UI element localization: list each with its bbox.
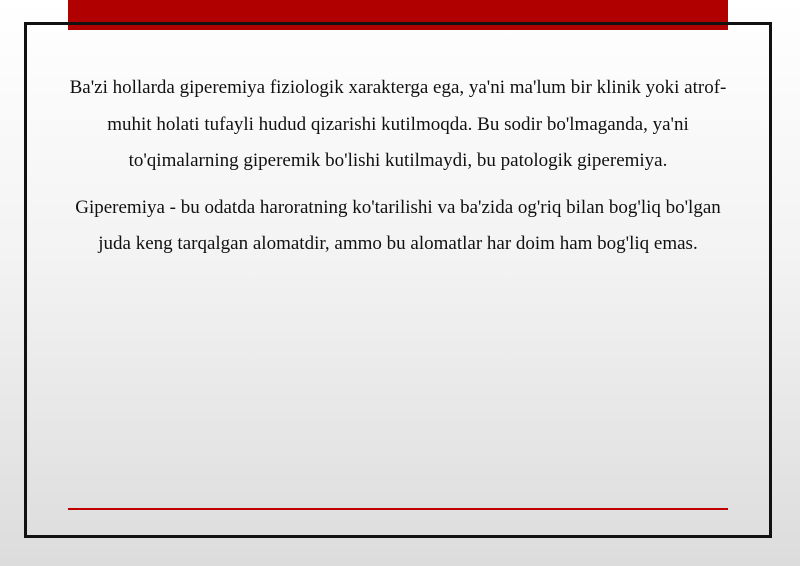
bottom-divider [68, 508, 728, 510]
paragraph-1: Ba'zi hollarda giperemiya fiziologik xarakterga ega, ya'ni ma'lum bir klinik yoki atrof-muhit holati tufayli hudud qizarishi kutilmoqda. Bu sodir bo'lmaganda, ya'ni to'qimalarning giperemik bo'lishi kutilmaydi, bu patologik giperemiya. [69, 77, 727, 171]
body-text [68, 70, 728, 273]
paragraph-2: Giperemiya - bu odatda haroratning ko'tarilishi va ba'zida og'riq bilan bog'liq bo'lgan juda keng tarqalgan alomatdir, ammo bu alomatlar har doim ham bog'liq emas. [75, 196, 721, 254]
